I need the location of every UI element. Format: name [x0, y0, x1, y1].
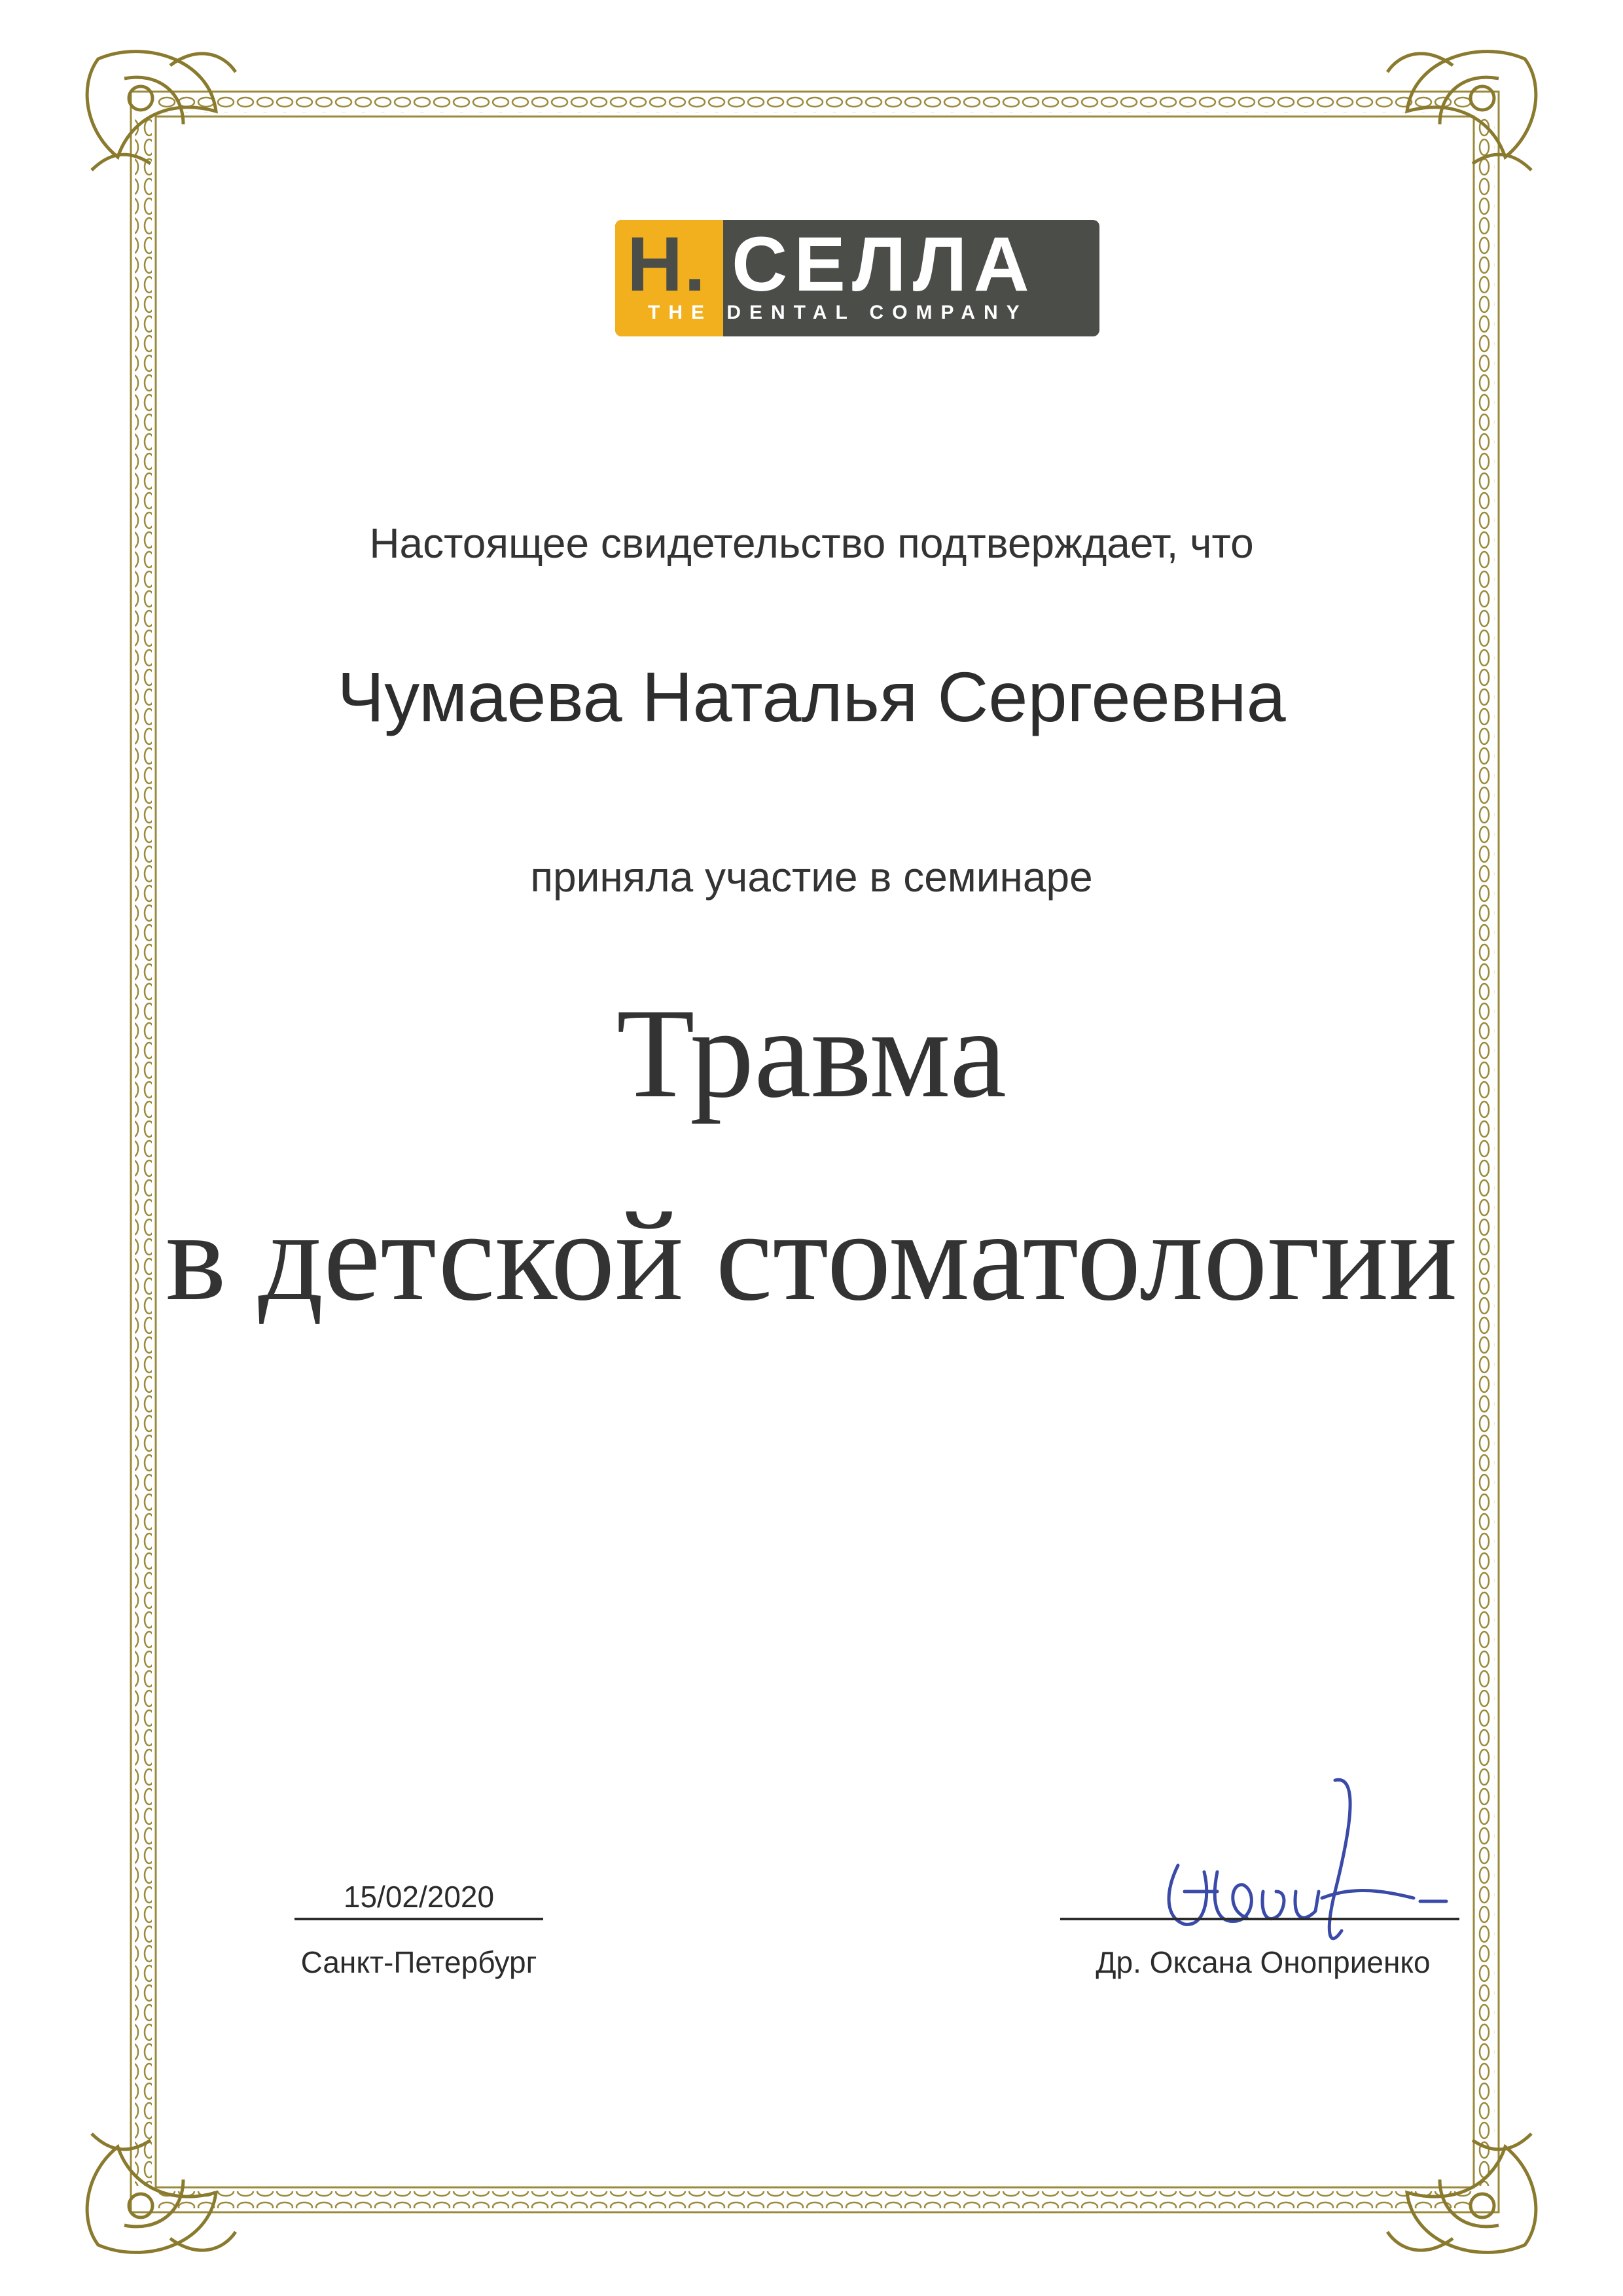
- certificate-city: Санкт-Петербург: [300, 1945, 537, 1979]
- signature-line: [1060, 1918, 1459, 1920]
- handwritten-signature: [1139, 1761, 1479, 1957]
- recipient-name: Чумаева Наталья Сергеевна: [337, 657, 1286, 736]
- participation-text: приняла участие в семинаре: [530, 853, 1093, 901]
- certificate-intro: Настоящее свидетельство подтверждает, что: [369, 520, 1254, 567]
- date-underline: [294, 1918, 543, 1920]
- corner-ornament-top-right: [1387, 52, 1536, 170]
- logo-mark: Н.: [627, 221, 707, 308]
- logo-name: СЕЛЛА: [732, 221, 1036, 308]
- signer-name: Др. Оксана Оноприенко: [1096, 1945, 1431, 1979]
- corner-ornament-bottom-right: [1387, 2134, 1536, 2252]
- seminar-title-line-2: в детской стоматологии: [166, 1185, 1457, 1327]
- certificate-date: 15/02/2020: [343, 1880, 495, 1914]
- corner-ornament-top-left: [87, 52, 236, 170]
- corner-ornament-bottom-left: [87, 2134, 236, 2252]
- logo-tagline: THE DENTAL COMPANY: [648, 302, 1028, 323]
- company-logo: [615, 220, 1099, 336]
- seminar-title-line-1: Травма: [616, 982, 1007, 1124]
